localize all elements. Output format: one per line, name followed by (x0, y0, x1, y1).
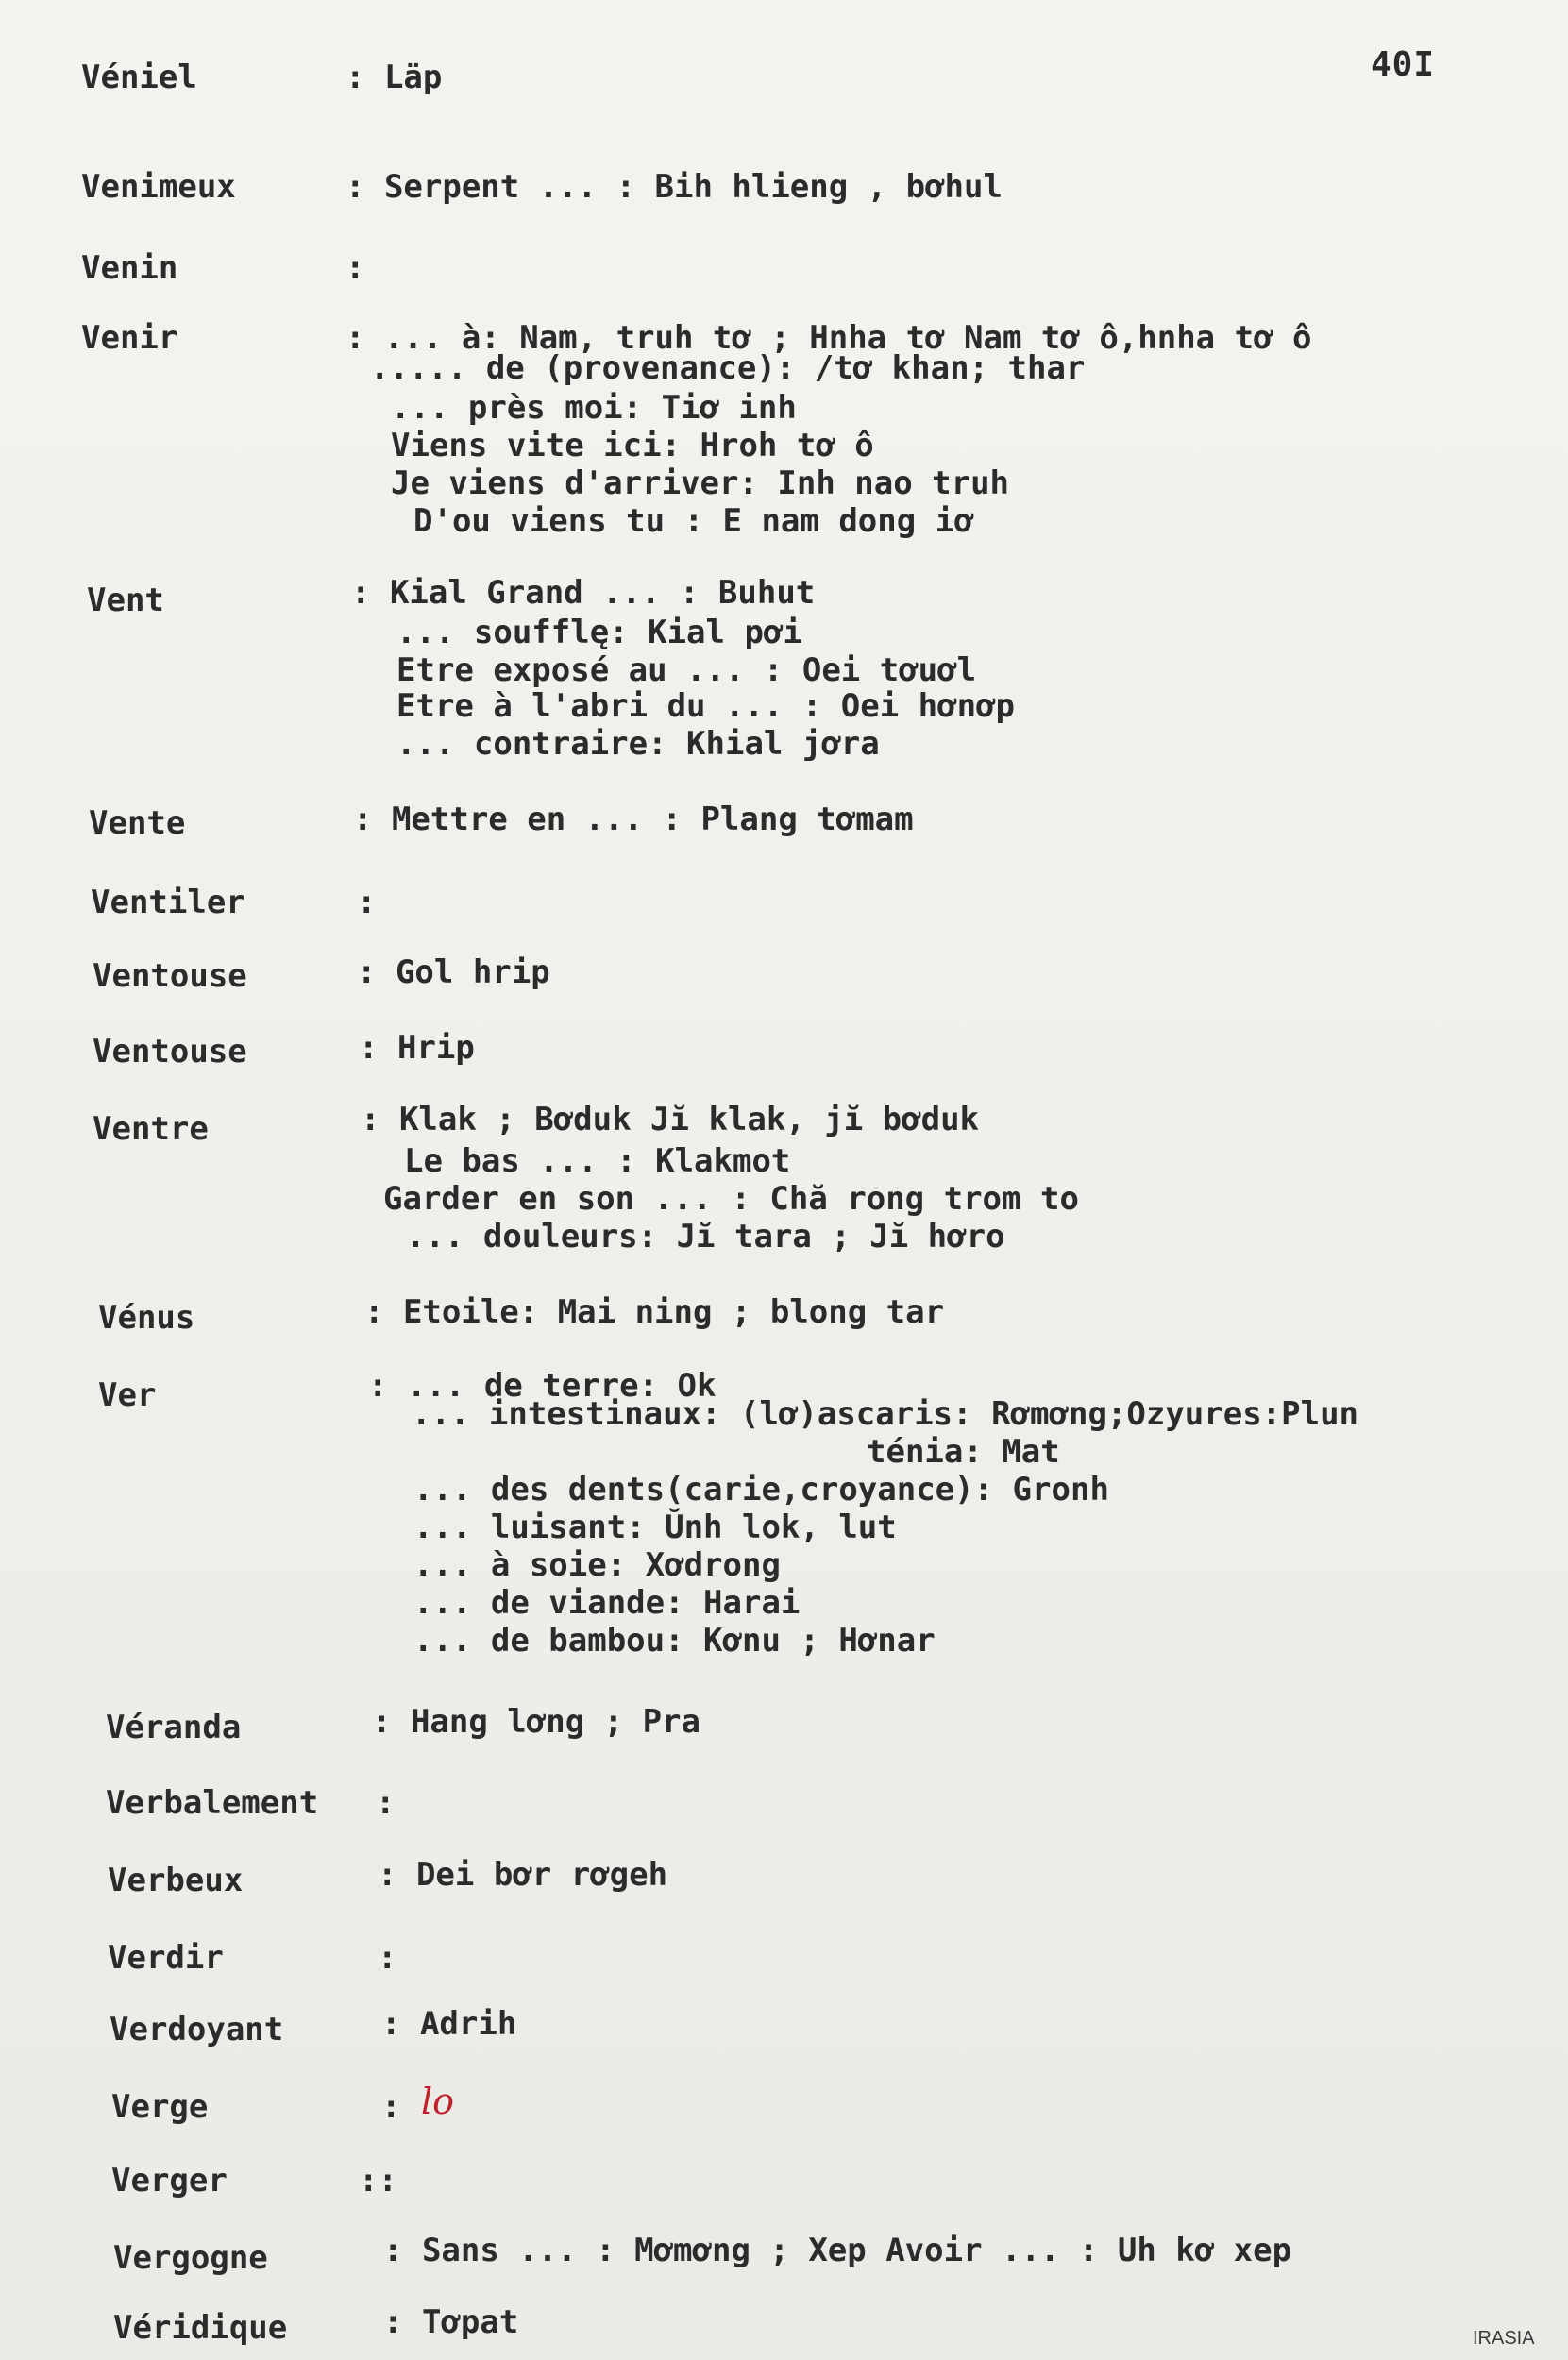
entry-line: Viens vite ici: Hroh tơ ô (391, 427, 874, 464)
entry-line: ténia: Mat (867, 1433, 1060, 1471)
entry-term: Vent (87, 582, 164, 619)
entry-line: ..... de (provenance): /tơ khan; thar (370, 349, 1086, 387)
entry-line: : ... de terre: Ok (368, 1367, 717, 1405)
entry-line: : Etoile: Mai ning ; blong tar (364, 1293, 945, 1331)
handwritten-note: lo (421, 2081, 455, 2122)
entry-line: ... douleurs: Jĭ tara ; Jĭ hơro (406, 1218, 1005, 1256)
entry-term: Verge (111, 2088, 209, 2126)
entry-line: Je viens d'arriver: Inh nao truh (391, 464, 1010, 502)
entry-line: : (376, 1784, 396, 1822)
entry-line: Le bas ... : Klakmot (404, 1142, 791, 1180)
entry-term: Venimeux (81, 168, 236, 206)
entry-line: : Dei bơr rơgeh (378, 1856, 668, 1894)
entry-term: Verbalement (106, 1784, 319, 1822)
entry-line: : Hrip (359, 1029, 475, 1067)
entry-line: : (357, 884, 377, 921)
entry-line: :: (359, 2162, 397, 2200)
entry-line: : Kial Grand ... : Buhut (351, 574, 816, 612)
entry-line: ... des dents(carie,croyance): Gronh (413, 1471, 1109, 1509)
entry-term: Venin (81, 249, 178, 287)
entry-line: Garder en son ... : Chă rong trom to (383, 1180, 1079, 1218)
entry-line: Etre à l'abri du ... : Oei hơnơp (396, 687, 1016, 725)
entry-term: Ventouse (93, 957, 247, 995)
page-number: 40I (1371, 45, 1436, 84)
entry-line: : Adrih (381, 2005, 517, 2043)
entry-line: : Läp (346, 59, 443, 96)
entry-line: ... soufflę: Kial pơi (396, 614, 802, 651)
entry-term: Vergogne (113, 2239, 268, 2277)
watermark: IRASIA (1473, 2328, 1535, 2349)
entry-line: Etre exposé au ... : Oei tơuơl (396, 651, 977, 689)
entry-term: Verbeux (108, 1862, 244, 1899)
entry-line: : Tơpat (383, 2303, 519, 2341)
entry-line: : Sans ... : Mơmơng ; Xep Avoir ... : Uh kơ xep (383, 2232, 1292, 2269)
entry-term: Verger (111, 2162, 228, 2200)
entry-term: Véranda (106, 1709, 242, 1746)
entry-line: ... de viande: Harai (413, 1584, 801, 1622)
entry-term: Venir (81, 319, 178, 357)
entry-term: Ventouse (93, 1033, 247, 1070)
entry-term: Vénus (98, 1299, 195, 1337)
entry-term: Ventre (93, 1110, 209, 1148)
entry-term: Ver (98, 1376, 157, 1414)
entry-line: : ... à: Nam, truh tơ ; Hnha tơ Nam tơ ô,hnha tơ ô (346, 319, 1312, 357)
entry-line: : Klak ; Bơduk Jĭ klak, jĭ bơduk (361, 1101, 980, 1138)
entry-term: Vente (89, 804, 186, 842)
entry-line: : (381, 2088, 401, 2126)
entry-term: Verdoyant (110, 2011, 284, 2048)
entry-term: Véridique (113, 2309, 288, 2347)
entry-line: ... luisant: Ŭnh lok, lut (413, 1509, 897, 1546)
entry-line: ... près moi: Tiơ inh (391, 389, 797, 427)
entry-term: Véniel (81, 59, 197, 96)
entry-line: D'ou viens tu : E nam dong iơ (413, 502, 974, 540)
entry-term: Verdir (108, 1939, 224, 1977)
entry-line: ... de bambou: Kơnu ; Hơnar (413, 1622, 936, 1660)
entry-line: : Mettre en ... : Plang tơmam (353, 801, 914, 838)
entry-line: : Gol hrip (357, 953, 550, 991)
entry-line: : Serpent ... : Bih hlieng , bơhul (346, 168, 1003, 206)
entry-line: ... intestinaux: (lơ)ascaris: Rơmơng;Ozyures:Plun (412, 1395, 1359, 1433)
entry-line: : (346, 249, 365, 287)
entry-line: : (378, 1939, 397, 1977)
entry-line: ... à soie: Xơdrong (413, 1546, 781, 1584)
entry-line: ... contraire: Khial jơra (396, 725, 880, 763)
entry-term: Ventiler (91, 884, 245, 921)
entry-line: : Hang lơng ; Pra (372, 1703, 700, 1741)
